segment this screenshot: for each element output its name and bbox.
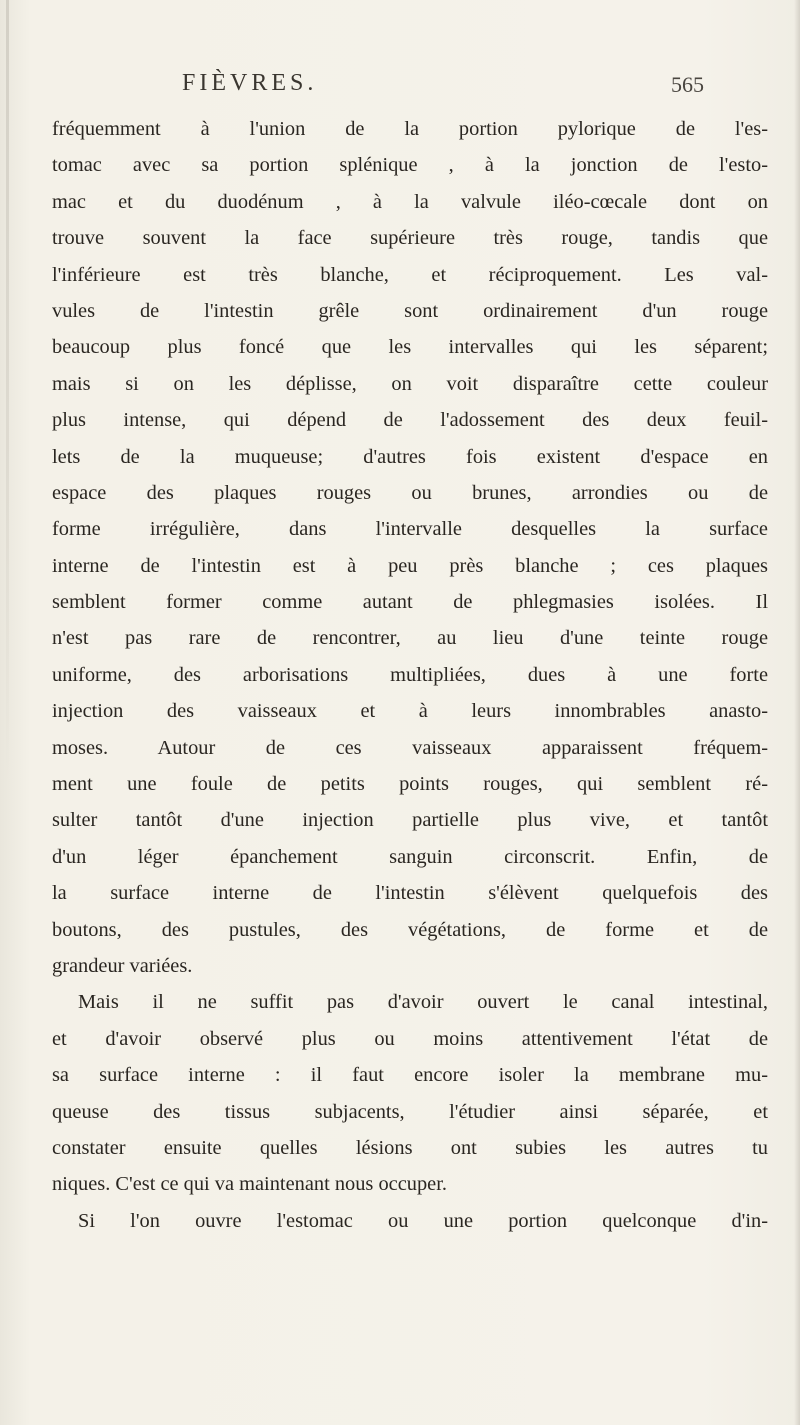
- text-line: mac et du duodénum , à la valvule iléo-cœcale dont on: [52, 190, 768, 213]
- text-line: grandeur variées.: [52, 954, 193, 977]
- paragraph-2: [52, 984, 768, 1202]
- text-line: d'un léger épanchement sanguin circonscrit. Enfin, de: [52, 845, 768, 868]
- text-line: la surface interne de l'intestin s'élèvent quelquefois des: [52, 882, 768, 905]
- text-line: forme irrégulière, dans l'intervalle desquelles la surface: [52, 518, 768, 541]
- text-line: constater ensuite quelles lésions ont subies les autres tu: [52, 1136, 768, 1159]
- text-line: l'inférieure est très blanche, et réciproquement. Les val-: [52, 263, 768, 286]
- running-title: FIÈVRES.: [182, 70, 318, 96]
- text-line: interne de l'intestin est à peu près blanche ; ces plaques: [52, 554, 768, 577]
- text-line: plus intense, qui dépend de l'adossement des deux feuil-: [52, 409, 768, 432]
- text-line: injection des vaisseaux et à leurs innombrables anasto-: [52, 700, 768, 723]
- text-line: et d'avoir observé plus ou moins attentivement l'état de: [52, 1027, 768, 1050]
- text-line: mais si on les déplisse, on voit disparaître cette couleur: [52, 372, 768, 395]
- text-line: trouve souvent la face supérieure très rouge, tandis que: [52, 227, 768, 250]
- text-line: Si l'on ouvre l'estomac ou une portion quelconque d'in-: [78, 1209, 768, 1232]
- text-line: espace des plaques rouges ou brunes, arrondies ou de: [52, 481, 768, 504]
- text-line: sa surface interne : il faut encore isoler la membrane mu-: [52, 1064, 768, 1087]
- text-line: semblent former comme autant de phlegmasies isolées. Il: [52, 591, 768, 614]
- text-line: uniforme, des arborisations multipliées, dues à une forte: [52, 663, 768, 686]
- text-line: Mais il ne suffit pas d'avoir ouvert le canal intestinal,: [78, 991, 768, 1014]
- text-line: beaucoup plus foncé que les intervalles qui les séparent;: [52, 336, 768, 359]
- page-header: [52, 70, 768, 104]
- text-line: sulter tantôt d'une injection partielle plus vive, et tantôt: [52, 809, 768, 832]
- binding-shadow: [6, 0, 9, 780]
- text-line: fréquemment à l'union de la portion pylorique de l'es-: [52, 118, 768, 140]
- text-line: queuse des tissus subjacents, l'étudier ainsi séparée, et: [52, 1100, 768, 1123]
- text-line: moses. Autour de ces vaisseaux apparaissent fréquem-: [52, 736, 768, 759]
- text-line: n'est pas rare de rencontrer, au lieu d'une teinte rouge: [52, 627, 768, 650]
- text-line: vules de l'intestin grêle sont ordinairement d'un rouge: [52, 299, 768, 322]
- paragraph-1: [52, 111, 768, 984]
- page-number: 565: [671, 72, 704, 97]
- text-line: tomac avec sa portion splénique , à la jonction de l'esto-: [52, 154, 768, 177]
- body-text: [52, 111, 768, 1239]
- page-edge: [794, 0, 800, 1425]
- text-line: niques. C'est ce qui va maintenant nous occuper.: [52, 1173, 447, 1196]
- text-line: ment une foule de petits points rouges, qui semblent ré-: [52, 773, 768, 796]
- text-line: lets de la muqueuse; d'autres fois existent d'espace en: [52, 445, 768, 468]
- paragraph-3: [52, 1203, 768, 1239]
- text-line: boutons, des pustules, des végétations, de forme et de: [52, 918, 768, 941]
